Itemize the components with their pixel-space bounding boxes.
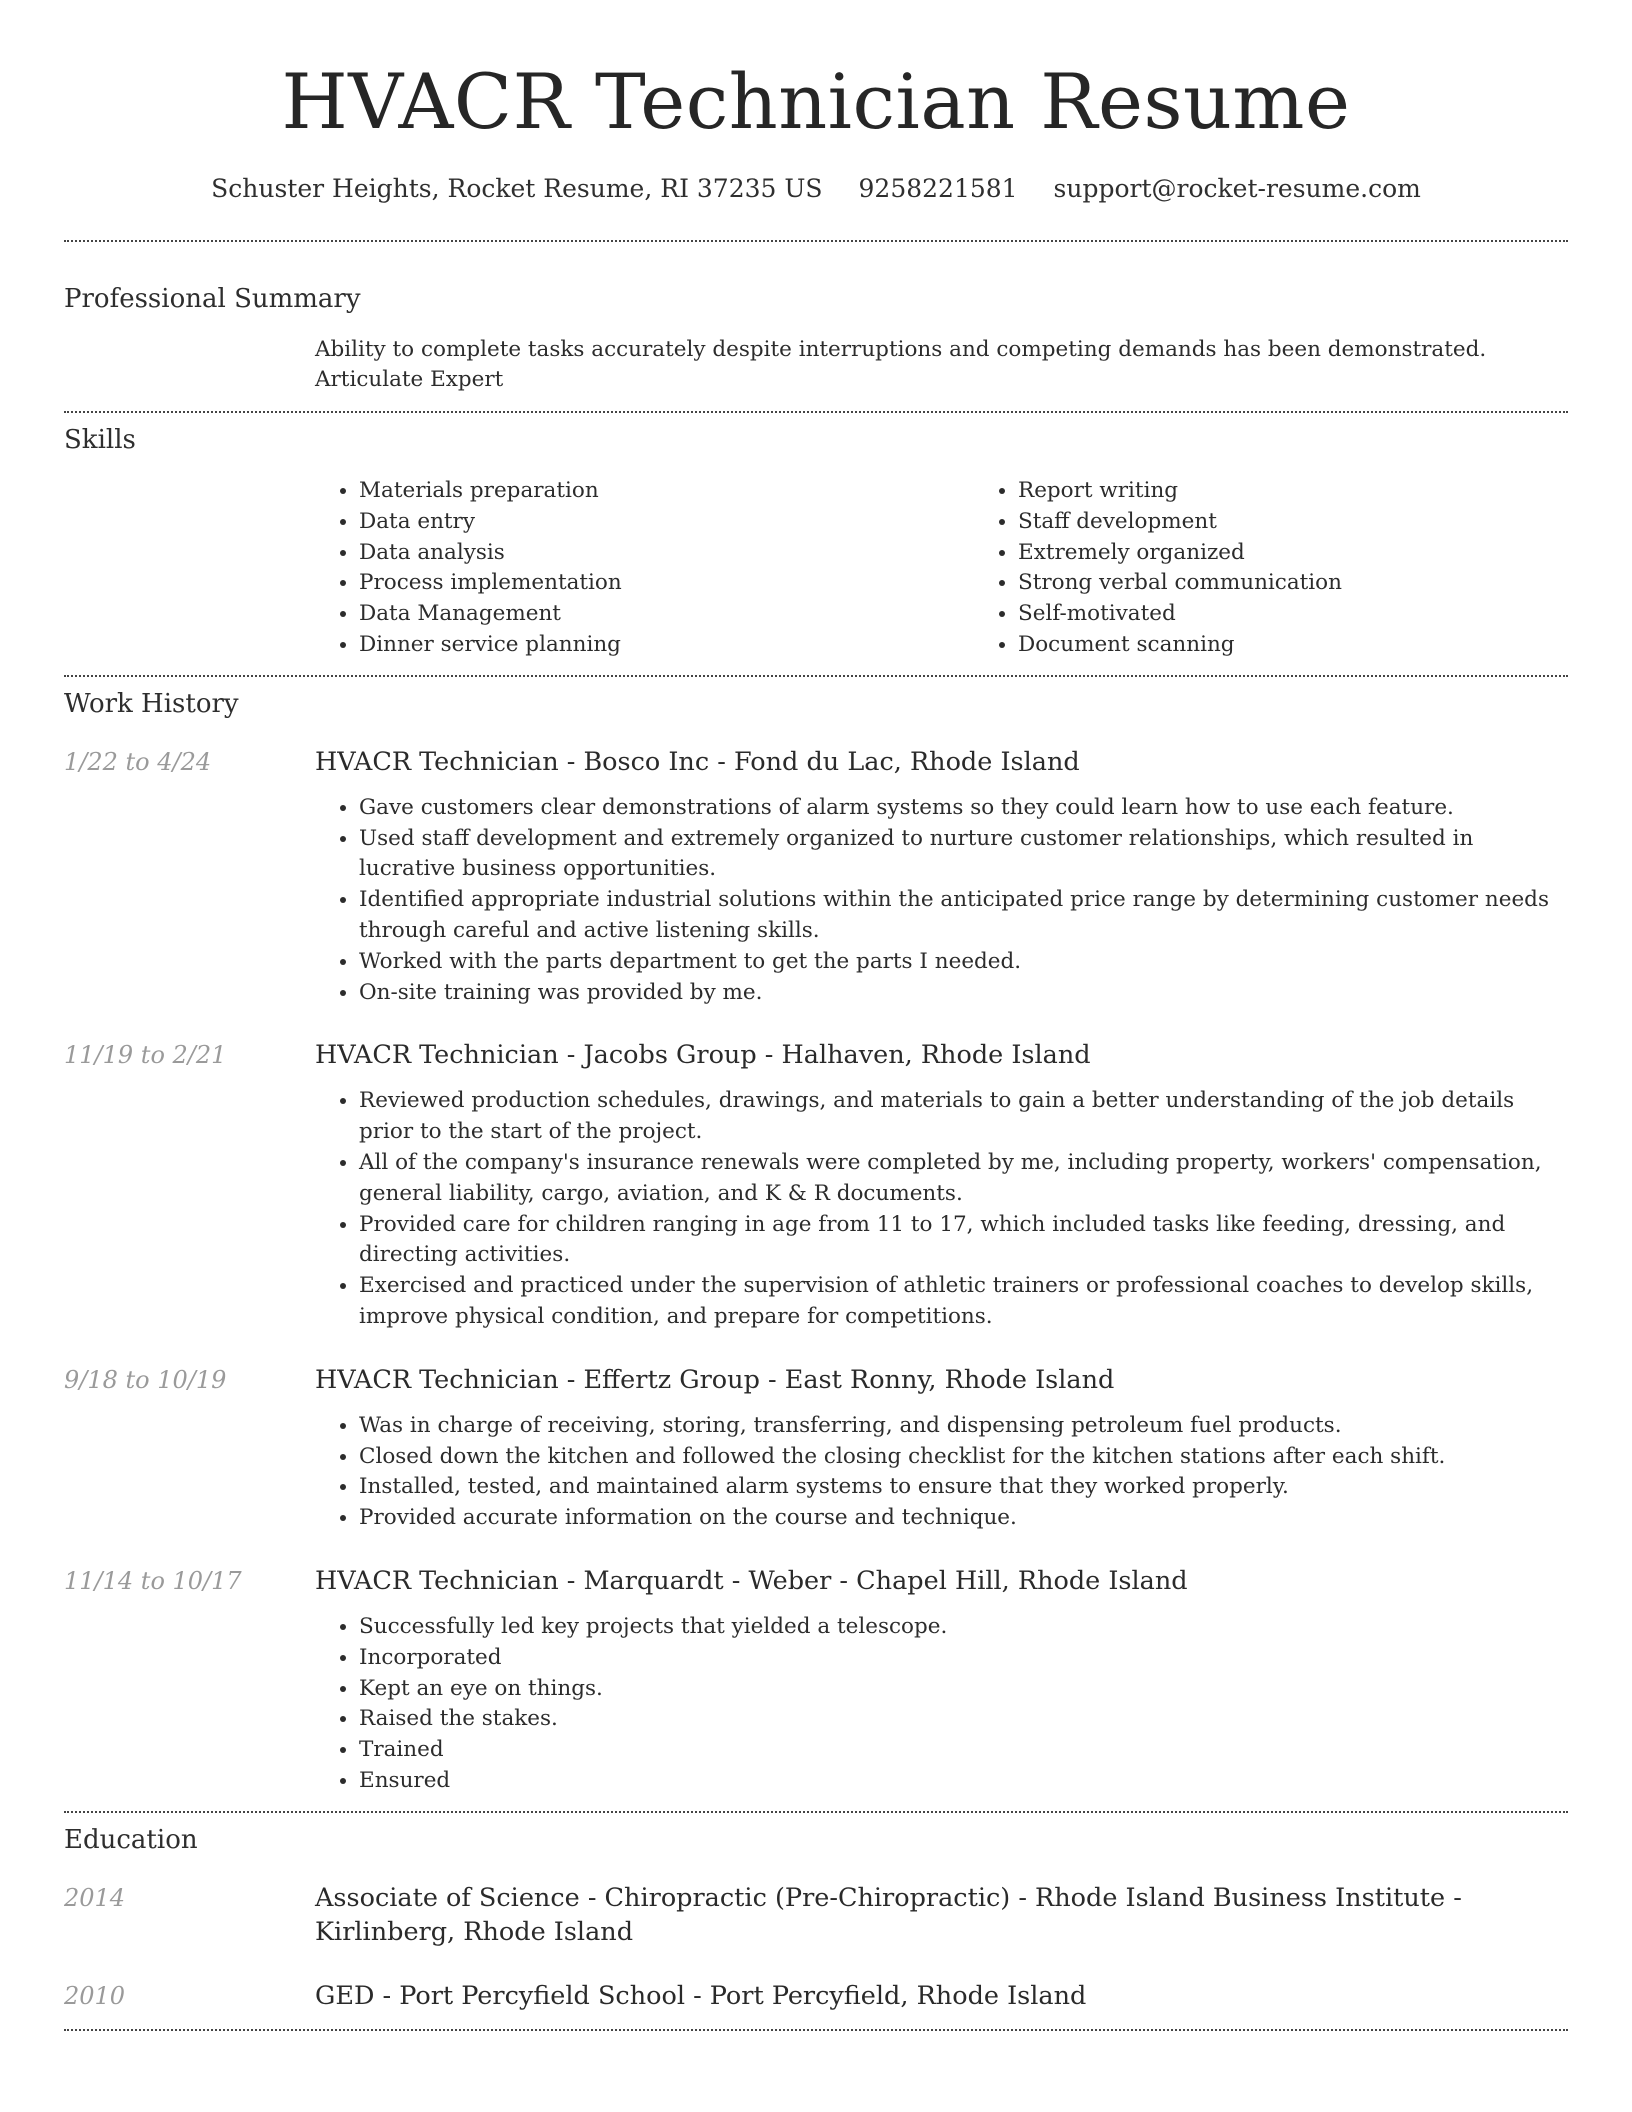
- divider: [64, 411, 1568, 413]
- skill-item: • Staff development: [1018, 507, 1632, 538]
- skills-list: [315, 476, 1632, 661]
- job-title: HVACR Technician - Effertz Group - East Ronny, Rhode Island: [315, 1364, 1115, 1395]
- education-year: 2010: [64, 1981, 126, 2010]
- contact-line: [64, 172, 1568, 206]
- divider: [64, 2029, 1568, 2031]
- job-bullet: • Trained: [359, 1735, 1568, 1766]
- job-entry: [64, 1564, 1568, 1797]
- job-bullet: • Provided accurate information on the course and technique.: [359, 1503, 1568, 1534]
- summary-text: Ability to complete tasks accurately despite interruptions and competing demands has been demonstrated. Articulate Expert: [315, 337, 1487, 392]
- job-dates: 11/19 to 2/21: [64, 1041, 227, 1070]
- summary-section: [64, 282, 1568, 413]
- job-entry: [64, 1038, 1568, 1332]
- skills-row: [64, 476, 1568, 661]
- divider: [64, 675, 1568, 677]
- job-bullet: • Exercised and practiced under the supervision of athletic trainers or professional coaches to develop skills, improve physical condition, and prepare for competitions.: [359, 1271, 1568, 1333]
- job-entry: [64, 745, 1568, 1009]
- education-section: [64, 1823, 1568, 2031]
- job-entry: [64, 1363, 1568, 1534]
- skill-item: • Report writing: [1018, 476, 1632, 507]
- job-bullet: • Reviewed production schedules, drawings, and materials to gain a better understanding of the job details prior to the start of the project.: [359, 1086, 1568, 1148]
- job-bullet: • Was in charge of receiving, storing, transferring, and dispensing petroleum fuel products.: [359, 1411, 1568, 1442]
- skill-item: • Data analysis: [359, 538, 974, 569]
- skill-item: • Materials preparation: [359, 476, 974, 507]
- job-bullet: • On-site training was provided by me.: [359, 978, 1568, 1009]
- job-bullets: [315, 1612, 1568, 1797]
- job-bullet: • Provided care for children ranging in age from 11 to 17, which included tasks like feeding, dressing, and directing activities.: [359, 1210, 1568, 1272]
- job-dates: 1/22 to 4/24: [64, 747, 212, 776]
- skills-column-2: [974, 476, 1632, 661]
- job-title: HVACR Technician - Bosco Inc - Fond du Lac, Rhode Island: [315, 746, 1080, 777]
- job-bullet: • Successfully led key projects that yielded a telescope.: [359, 1612, 1568, 1643]
- divider: [64, 240, 1568, 242]
- job-bullet: • Kept an eye on things.: [359, 1674, 1568, 1705]
- education-entry: [64, 1881, 1568, 1949]
- job-bullet: • Ensured: [359, 1766, 1568, 1797]
- job-bullets: [315, 793, 1568, 1009]
- job-bullet: • Worked with the parts department to get the parts I needed.: [359, 947, 1568, 978]
- job-bullets: [315, 1411, 1568, 1534]
- summary-heading: Professional Summary: [64, 284, 361, 314]
- work-history-section: [64, 687, 1568, 1813]
- education-entry: [64, 1979, 1568, 2013]
- skills-section: [64, 423, 1568, 677]
- work-history-heading: Work History: [64, 688, 239, 719]
- job-bullet: • Closed down the kitchen and followed the closing checklist for the kitchen stations after each shift.: [359, 1442, 1568, 1473]
- skill-item: • Extremely organized: [1018, 538, 1632, 569]
- skill-item: • Data Management: [359, 599, 974, 630]
- contact-address: Schuster Heights, Rocket Resume, RI 37235 US: [211, 174, 823, 203]
- contact-phone: 9258221581: [858, 174, 1018, 203]
- education-year: 2014: [64, 1883, 126, 1912]
- contact-email: support@rocket-resume.com: [1053, 174, 1421, 203]
- skill-item: • Process implementation: [359, 568, 974, 599]
- divider: [64, 1811, 1568, 1813]
- education-text: Associate of Science - Chiropractic (Pre-Chiropractic) - Rhode Island Business Institute - Kirlinberg, Rhode Island: [315, 1882, 1462, 1947]
- resume-title: HVACR Technician Resume: [281, 57, 1351, 146]
- job-bullets: [315, 1086, 1568, 1332]
- education-heading: Education: [64, 1824, 198, 1855]
- job-bullet: • Raised the stakes.: [359, 1704, 1568, 1735]
- job-title: HVACR Technician - Jacobs Group - Halhaven, Rhode Island: [315, 1040, 1091, 1071]
- job-bullet: • Identified appropriate industrial solutions within the anticipated price range by determining customer needs through careful and active listening skills.: [359, 885, 1568, 947]
- job-dates: 9/18 to 10/19: [64, 1365, 227, 1394]
- job-bullet: • All of the company's insurance renewals were completed by me, including property, workers' compensation, general liability, cargo, aviation, and K & R documents.: [359, 1148, 1568, 1210]
- skill-item: • Strong verbal communication: [1018, 568, 1632, 599]
- education-text: GED - Port Percyfield School - Port Percyfield, Rhode Island: [315, 1980, 1087, 2011]
- skill-item: • Data entry: [359, 507, 974, 538]
- job-bullet: • Gave customers clear demonstrations of alarm systems so they could learn how to use each feature.: [359, 793, 1568, 824]
- job-dates: 11/14 to 10/17: [64, 1566, 242, 1595]
- skill-item: • Dinner service planning: [359, 630, 974, 661]
- skill-item: • Document scanning: [1018, 630, 1632, 661]
- job-bullet: • Used staff development and extremely organized to nurture customer relationships, which resulted in lucrative business opportunities.: [359, 824, 1568, 886]
- summary-row: [64, 335, 1568, 395]
- job-bullet: • Incorporated: [359, 1643, 1568, 1674]
- skills-column-1: [315, 476, 974, 661]
- job-title: HVACR Technician - Marquardt - Weber - Chapel Hill, Rhode Island: [315, 1565, 1188, 1596]
- skill-item: • Self-motivated: [1018, 599, 1632, 630]
- job-bullet: • Installed, tested, and maintained alarm systems to ensure that they worked properly.: [359, 1472, 1568, 1503]
- skills-heading: Skills: [64, 425, 136, 455]
